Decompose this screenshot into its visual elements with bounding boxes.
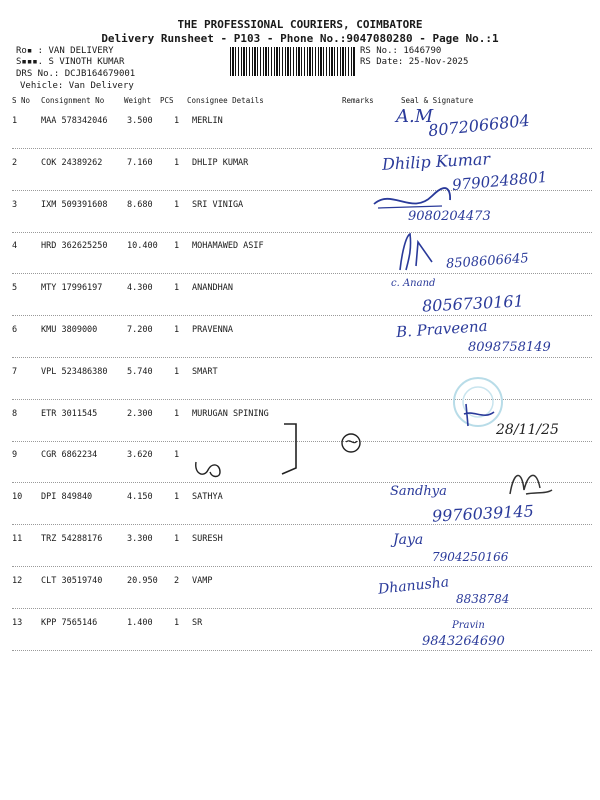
- row-sno: 5: [12, 283, 18, 294]
- table-row: [12, 190, 592, 233]
- row-sno: 12: [12, 575, 23, 586]
- row-weight: 10.400: [127, 241, 158, 252]
- row-consignment: VPL 523486380: [41, 366, 108, 377]
- row-consignment: MAA 578342046: [41, 116, 108, 126]
- runsheet-title: THE PROFESSIONAL COURIERS, COIMBATORE: [177, 18, 423, 31]
- row-pcs: 1: [174, 241, 180, 252]
- route-label: Ro▪ : VAN DELIVERY: [16, 46, 114, 56]
- row-weight: 20.950: [127, 575, 158, 586]
- row-consignment: COK 24389262: [41, 157, 103, 168]
- handwritten-phone-row-5: 8056730161: [421, 291, 525, 316]
- handwritten-phone-row-13: 9843264690: [422, 634, 505, 649]
- col-consignee: Consignee Details: [187, 96, 264, 105]
- signature-row-13: Pravin: [452, 620, 485, 631]
- row-sno: 6: [12, 325, 18, 335]
- row-consignment: CGR 6862234: [41, 450, 98, 461]
- handwritten-phone-row-10: 9976039145: [431, 501, 535, 526]
- row-sno: 2: [12, 157, 18, 168]
- row-sno: 9: [12, 450, 18, 461]
- row-pcs: 1: [174, 492, 180, 503]
- row-weight: 1.400: [127, 617, 153, 628]
- row-weight: 8.680: [127, 199, 153, 210]
- row-weight: 3.300: [127, 534, 153, 544]
- row-consignee: MERLIN: [192, 116, 223, 126]
- circle-mark-row-9: [340, 432, 364, 456]
- row-sno: 11: [12, 534, 23, 544]
- rs-date: RS Date: 25-Nov-2025: [360, 57, 469, 67]
- barcode: [230, 47, 356, 76]
- row-consignee: SATHYA: [192, 492, 223, 503]
- table-row: [12, 608, 592, 651]
- handwritten-phone-row-11: 7904250166: [432, 550, 509, 564]
- row-consignment: MTY 17996197: [41, 283, 103, 294]
- signature-row-1: A.M: [396, 106, 434, 127]
- row-weight: 4.300: [127, 283, 153, 294]
- row-pcs: 1: [174, 408, 180, 419]
- col-consignment: Consignment No: [41, 96, 105, 105]
- signature-row-10: Sandhya: [390, 484, 447, 499]
- vehicle-label: Vehicle: Van Delivery: [20, 81, 134, 91]
- row-consignee: SURESH: [192, 534, 223, 544]
- row-consignee: PRAVENNA: [192, 325, 233, 335]
- row-sno: 4: [12, 241, 18, 252]
- col-remarks: Remarks: [342, 96, 374, 105]
- signature-row-2: Dhilip Kumar: [381, 149, 491, 174]
- row-weight: 7.160: [127, 157, 153, 168]
- row-weight: 4.150: [127, 492, 153, 503]
- row-sno: 10: [12, 492, 23, 503]
- bracket-mark-row-9: [276, 420, 306, 480]
- col-weight: Weight: [124, 96, 152, 105]
- row-pcs: 1: [174, 157, 180, 168]
- col-seal-signature: Seal & Signature: [401, 96, 474, 105]
- row-weight: 3.620: [127, 450, 153, 461]
- row-pcs: 1: [174, 283, 180, 294]
- drs-number: DRS No.: DCJB164679001: [16, 69, 136, 79]
- mark-row-9: [192, 458, 232, 480]
- handwritten-date-row-8: 28/11/25: [496, 422, 559, 438]
- row-pcs: 1: [174, 116, 180, 126]
- col-pcs: PCS: [160, 96, 174, 105]
- row-sno: 3: [12, 199, 18, 210]
- row-pcs: 1: [174, 199, 180, 210]
- handwritten-phone-row-6: 8098758149: [468, 340, 551, 355]
- row-pcs: 1: [174, 534, 180, 544]
- row-consignee: ANANDHAN: [192, 283, 233, 294]
- row-consignee: VAMP: [192, 575, 213, 586]
- row-pcs: 2: [174, 575, 180, 586]
- signature-row-6: B. Praveena: [395, 316, 489, 342]
- row-consignment: ETR 3011545: [41, 408, 98, 419]
- row-consignee: SRI VINIGA: [192, 199, 244, 210]
- row-sno: 7: [12, 366, 18, 377]
- handwritten-phone-row-12: 8838784: [456, 592, 510, 606]
- row-consignment: CLT 30519740: [41, 575, 103, 586]
- row-weight: 2.300: [127, 408, 153, 419]
- signature-row-5: c. Anand: [391, 278, 436, 289]
- scribble-row-10: [506, 464, 556, 500]
- signature-row-8: [460, 400, 500, 430]
- row-consignment: IXM 509391608: [41, 199, 108, 210]
- row-consignment: HRD 362625250: [41, 241, 108, 252]
- handwritten-phone-row-2: 9790248801: [451, 167, 549, 195]
- row-weight: 5.740: [127, 366, 153, 377]
- row-consignment: KMU 3809000: [41, 325, 98, 335]
- row-sno: 1: [12, 116, 18, 126]
- row-consignee: MURUGAN SPINING: [192, 408, 269, 419]
- row-consignment: TRZ 54288176: [41, 534, 103, 544]
- row-consignee: SR: [192, 617, 203, 628]
- rs-number: RS No.: 1646790: [360, 46, 442, 56]
- row-consignee: SMART: [192, 366, 218, 377]
- col-sno: S No: [12, 96, 31, 105]
- runsheet-subtitle: Delivery Runsheet - P103 - Phone No.:9047080280 - Page No.:1: [101, 32, 499, 45]
- staff-name: S▪▪▪. S VINOTH KUMAR: [16, 57, 125, 67]
- signature-row-11: Jaya: [393, 532, 424, 548]
- row-pcs: 1: [174, 325, 180, 335]
- row-consignee: DHLIP KUMAR: [192, 157, 249, 168]
- row-pcs: 1: [174, 366, 180, 377]
- row-sno: 13: [12, 617, 23, 628]
- handwritten-phone-row-1: 8072066804: [427, 110, 531, 141]
- signature-row-4: [392, 232, 452, 272]
- handwritten-phone-row-4: 8508606645: [445, 251, 530, 272]
- row-pcs: 1: [174, 617, 180, 628]
- row-weight: 3.500: [127, 116, 153, 126]
- row-consignment: KPP 7565146: [41, 617, 98, 628]
- row-consignment: DPI 849840: [41, 492, 93, 503]
- row-sno: 8: [12, 408, 18, 419]
- row-weight: 7.200: [127, 325, 153, 335]
- row-pcs: 1: [174, 450, 180, 461]
- signature-row-12: Dhanusha: [377, 574, 450, 598]
- row-consignee: MOHAMAWED ASIF: [192, 241, 264, 252]
- handwritten-phone-row-3: 9080204473: [408, 209, 491, 224]
